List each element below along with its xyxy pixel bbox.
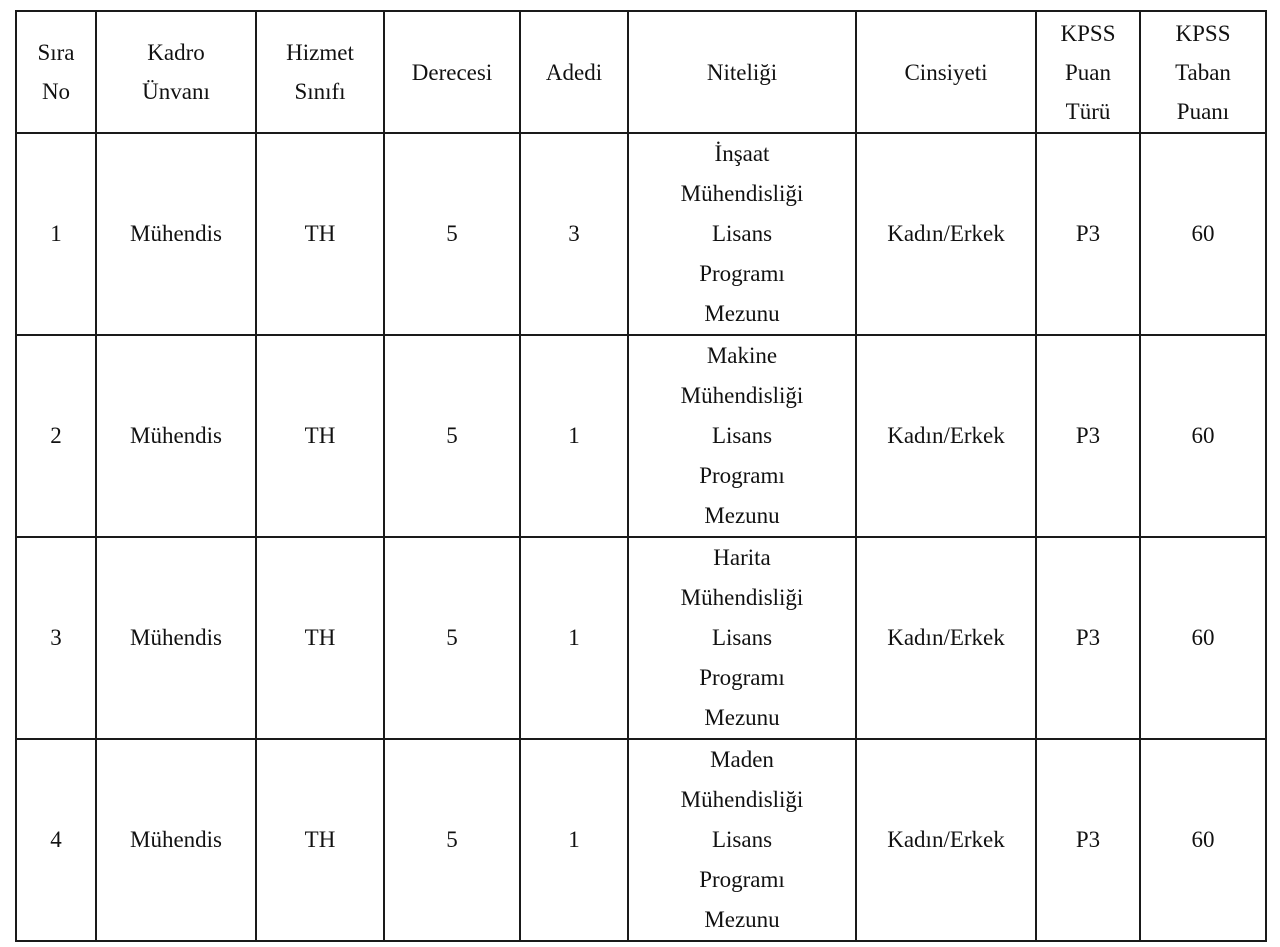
header-kadro-unvani: Kadro Ünvanı [96,11,256,133]
cell-derecesi: 5 [384,739,520,941]
cell-sira-no: 1 [16,133,96,335]
table-header [16,11,1266,133]
cell-sira-no: 4 [16,739,96,941]
cell-sira-no: 2 [16,335,96,537]
cell-kpss-taban-puani: 60 [1140,133,1266,335]
cell-niteligi: Makine Mühendisliği Lisans Programı Mezunu [628,335,856,537]
header-adedi: Adedi [520,11,628,133]
header-cinsiyeti: Cinsiyeti [856,11,1036,133]
cell-hizmet-sinifi: TH [256,537,384,739]
table-row [16,133,1266,335]
cell-kadro-unvani: Mühendis [96,335,256,537]
header-row [16,11,1266,133]
cell-kpss-taban-puani: 60 [1140,739,1266,941]
header-kpss-taban-puani: KPSS Taban Puanı [1140,11,1266,133]
cell-hizmet-sinifi: TH [256,335,384,537]
document-page [15,10,1265,942]
cell-kpss-puan-turu: P3 [1036,739,1140,941]
cell-adedi: 1 [520,335,628,537]
staff-position-table [15,10,1267,942]
cell-kpss-puan-turu: P3 [1036,133,1140,335]
header-hizmet-sinifi: Hizmet Sınıfı [256,11,384,133]
cell-cinsiyeti: Kadın/Erkek [856,133,1036,335]
cell-kpss-puan-turu: P3 [1036,335,1140,537]
cell-niteligi: Maden Mühendisliği Lisans Programı Mezunu [628,739,856,941]
cell-cinsiyeti: Kadın/Erkek [856,335,1036,537]
cell-derecesi: 5 [384,537,520,739]
table-row [16,537,1266,739]
header-kpss-puan-turu: KPSS Puan Türü [1036,11,1140,133]
cell-adedi: 3 [520,133,628,335]
cell-kadro-unvani: Mühendis [96,537,256,739]
cell-niteligi: İnşaat Mühendisliği Lisans Programı Mezunu [628,133,856,335]
cell-cinsiyeti: Kadın/Erkek [856,537,1036,739]
cell-cinsiyeti: Kadın/Erkek [856,739,1036,941]
cell-niteligi: Harita Mühendisliği Lisans Programı Mezunu [628,537,856,739]
header-sira-no: Sıra No [16,11,96,133]
cell-kpss-puan-turu: P3 [1036,537,1140,739]
header-niteligi: Niteliği [628,11,856,133]
cell-derecesi: 5 [384,335,520,537]
cell-kpss-taban-puani: 60 [1140,335,1266,537]
cell-kadro-unvani: Mühendis [96,739,256,941]
cell-kpss-taban-puani: 60 [1140,537,1266,739]
table-row [16,335,1266,537]
header-derecesi: Derecesi [384,11,520,133]
cell-adedi: 1 [520,537,628,739]
table-row [16,739,1266,941]
cell-sira-no: 3 [16,537,96,739]
cell-kadro-unvani: Mühendis [96,133,256,335]
cell-hizmet-sinifi: TH [256,739,384,941]
cell-adedi: 1 [520,739,628,941]
cell-derecesi: 5 [384,133,520,335]
cell-hizmet-sinifi: TH [256,133,384,335]
table-body [16,133,1266,941]
